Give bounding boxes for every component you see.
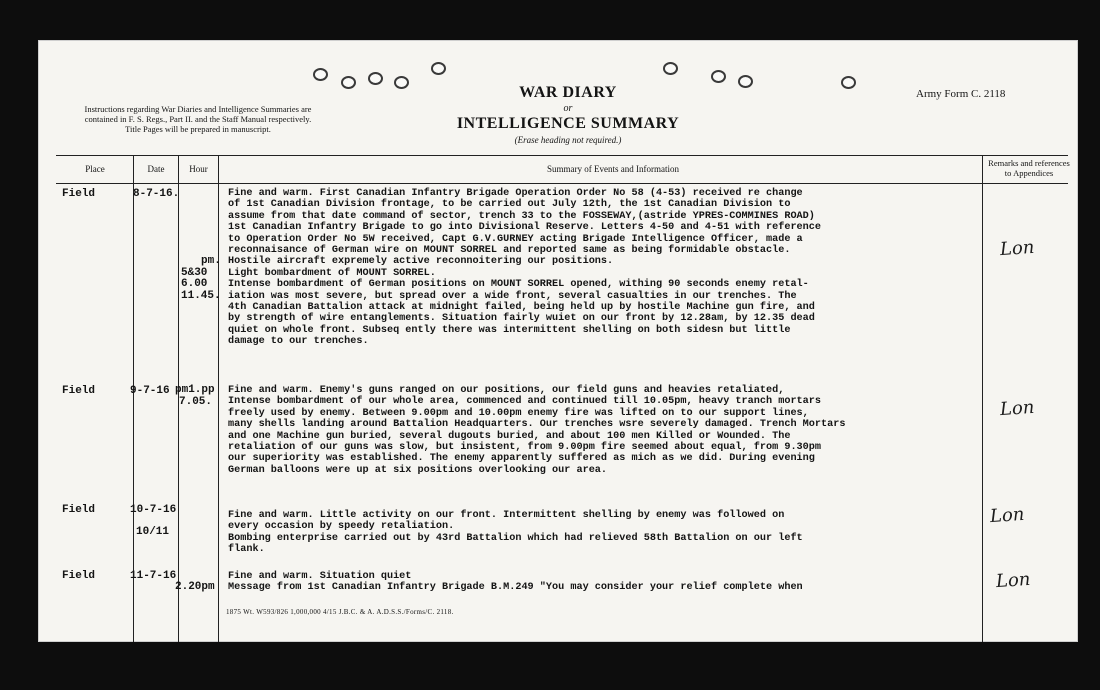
diary-page [38,40,1078,642]
summary-line: 4th Canadian Battalion attack at midnight failed, being held up by hostile Machine gun fire, and [228,302,815,314]
summary-line: quiet on whole front. Subseq ently there was intermittent shelling on both sidesn but little [228,324,791,336]
summary-line: Hostile aircraft expremely active reconnoitering our positions. [228,256,614,268]
entry-place: Field [62,188,96,200]
initials-signature: Lon [999,236,1036,261]
summary-line: Bombing enterprise carried out by 43rd Battalion which had relieved 58th Battalion on our left [228,532,803,544]
punch-hole [738,75,753,88]
col-header-hour: Hour [189,164,208,174]
header-bottom-rule [56,183,1068,184]
entry-hour: 7.05. [179,396,213,408]
col-rule-place [133,155,134,642]
summary-line: Message from 1st Canadian Infantry Brigade B.M.249 "You may consider your relief complete when [228,582,803,594]
punch-hole [663,62,678,75]
summary-line: Fine and warm. Situation quiet [228,571,412,582]
punch-hole [431,62,446,75]
entry-hour: 10/11 [136,526,170,538]
entry-summary [228,385,996,476]
entry-hour: pm. [201,255,221,267]
entry-hour: pm1.pp [175,384,215,396]
title-war-diary: WAR DIARY [519,84,617,101]
punch-hole [341,76,356,89]
punch-hole [368,72,383,85]
entry-hour: 6.00 [181,278,208,290]
entry-place: Field [62,385,96,397]
summary-line: Fine and warm. First Canadian Infantry Brigade Operation Order No 58 (4-53) received re change [228,188,803,199]
summary-line: reconnaisance of German wire on MOUNT SORREL and reported same as being formidable obstacle. [228,245,791,257]
entry-date: 10-7-16 [130,504,177,516]
summary-line: many shells landing around Battalion Headquarters. Our trenches wsre severely damaged. Trench Mortars [228,419,846,431]
summary-line: and one Machine gun buried, several dugouts buried, and about 100 men Killed or Wounded. The [228,430,791,442]
entry-summary [228,571,996,594]
summary-line: every occasion by speedy retaliation. [228,521,455,533]
summary-line: Fine and warm. Little activity on our front. Intermittent shelling by enemy was followed on [228,510,785,521]
summary-line: our superiority was established. The enemy apparently suffered as mich as we did. During evening [228,453,815,465]
entry-place: Field [62,504,96,516]
initials-signature: Lon [999,396,1036,421]
col-header-place: Place [85,164,105,174]
initials-signature: Lon [995,568,1032,593]
summary-line: by strength of wire entanglements. Situation fairly wuiet on our front by 12.28am, by 12.35 dead [228,313,815,325]
entry-summary [228,188,996,348]
summary-line: retaliation of our guns was slow, but insistent, from 9.00pm fire seemed about equal, from 9.30pm [228,442,822,454]
title-intelligence-summary: INTELLIGENCE SUMMARY [456,115,680,132]
entry-place: Field [62,570,96,582]
punch-hole [711,70,726,83]
entry-date: 11-7-16 [130,570,177,582]
entry-summary [228,510,996,556]
summary-line: Intense bombardment of our whole area, commenced and continued till 10.05pm, heavy tranch mortars [228,396,822,408]
punch-hole [394,76,409,89]
punch-hole [841,76,856,89]
summary-line: of 1st Canadian Division frontage, to be carried out July 12th, the 1st Canadian Division to [228,199,791,211]
entry-date: 8-7-16. [133,188,180,200]
col-header-date: Date [147,164,165,174]
initials-signature: Lon [989,503,1026,528]
summary-line: freely used by enemy. Between 9.00pm and 10.00pm enemy fire was lifted on to our support lines, [228,407,809,419]
summary-line: flank. [228,544,265,556]
summary-line: 1st Canadian Infantry Brigade to go into Divisional Reserve. Letters 4-50 and 4-51 with reference [228,222,822,234]
col-header-summary: Summary of Events and Information [547,164,679,174]
col-header-remarks: Remarks and references to Appendices [988,158,1070,178]
punch-hole [313,68,328,81]
table-top-rule [56,155,1068,156]
title-or: or [563,103,573,114]
summary-line: assume from that date command of sector, trench 33 to the FOSSEWAY,(astride YPRES-COMMINES ROAD) [228,210,815,222]
title-note: (Erase heading not required.) [514,135,622,145]
summary-line: to Operation Order No 5W received, Capt G.V.GURNEY acting Brigade Intelligence Officer, made a [228,233,803,245]
entry-hour: 2.20pm [175,581,215,593]
form-print-footer: 1875 Wt. W593/826 1,000,000 4/15 J.B.C. & A. A.D.S.S./Forms/C. 2118. [226,608,454,616]
col-rule-hour [218,155,219,642]
summary-line: Fine and warm. Enemy's guns ranged on our positions, our field guns and heavies retaliated, [228,385,785,396]
summary-line: iation was most severe, but spread over a wide front, several casualties in our trenches. The [228,290,797,302]
form-title [438,84,698,145]
summary-line: Light bombardment of MOUNT SORREL. [228,267,436,279]
summary-line: Intense bombardment of German positions on MOUNT SORREL opened, withing 90 seconds enemy retal- [228,279,809,291]
instructions-text: Instructions regarding War Diaries and Intelligence Summaries are contained in F. S. Regs., Part II. and the Staff Manual respectively. Title Pages will be prepared in manuscript. [84,104,312,134]
summary-line: damage to our trenches. [228,336,369,348]
entry-hour: 11.45. [181,290,221,302]
summary-line: German balloons were up at six positions overlooking our area. [228,464,608,476]
entry-date: 9-7-16 [130,385,170,397]
army-form-number: Army Form C. 2118 [916,88,1006,100]
entry-hour: 5&30 [181,267,208,279]
